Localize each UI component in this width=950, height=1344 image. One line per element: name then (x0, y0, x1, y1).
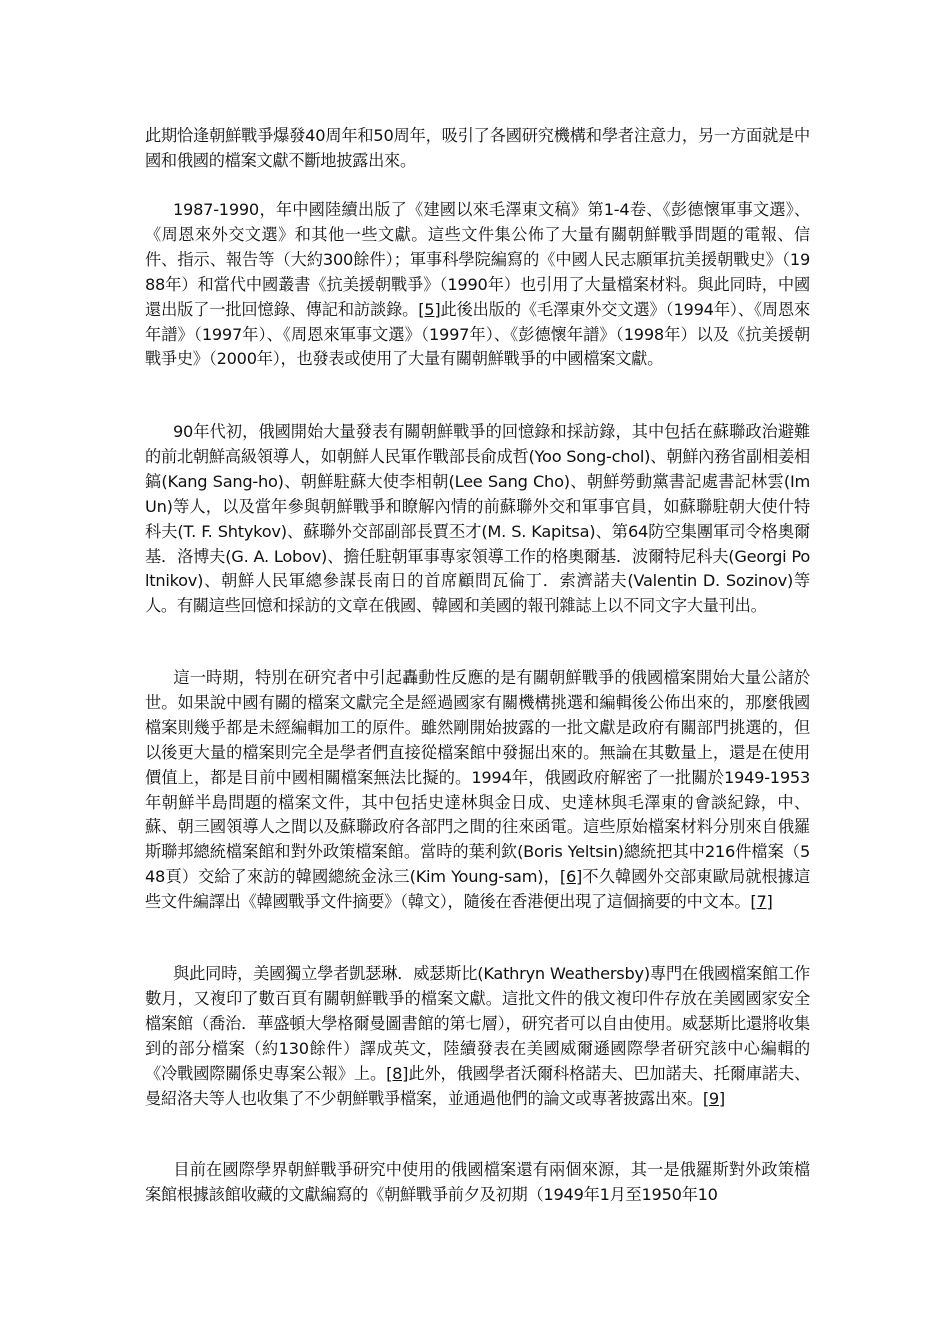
paragraph-5-text-a: 與此同時，美國獨立學者凱瑟琳．威瑟斯比(Kathryn Weathersby)專門在俄國檔案館工作數月，又複印了數百頁有關朝鮮戰爭的檔案文獻。這批文件的俄文複印件存放在美國國家安全檔案館（喬治．華盛頓大學格爾曼圖書館的第七層），研究者可以自由使用。威瑟斯比還將收集到的部分檔案（約130餘件）譯成英文，陸續發表在美國威爾遜國際學者研究該中心編輯的《冷戰國際關係史專案公報》上。 (145, 964, 810, 1083)
paragraph-1 (145, 124, 810, 174)
footnote-link-6[interactable]: [6] (559, 867, 583, 887)
paragraph-1-text: 此期恰逢朝鮮戰爭爆發40周年和50周年，吸引了各國研究機構和學者注意力，另一方面就是中國和俄國的檔案文獻不斷地披露出來。 (145, 126, 810, 170)
paragraph-5 (145, 962, 810, 1111)
paragraph-6-text: 目前在國際學界朝鮮戰爭研究中使用的俄國檔案還有兩個來源，其一是俄羅斯對外政策檔案館根據該館收藏的文獻編寫的《朝鮮戰爭前夕及初期（1949年1月至1950年10 (145, 1160, 810, 1204)
footnote-link-5[interactable]: [5] (418, 299, 441, 319)
paragraph-2-text-b: 此後出版的《毛澤東外交文選》（1994年）、《周恩來年譜》（1997年）、《周恩來軍事文選》（1997年）、《彭德懷年譜》（1998年）以及《抗美援朝戰爭史》（2000年），也發表或使用了大量有關朝鮮戰爭的中國檔案文獻。 (145, 299, 810, 369)
paragraph-3-text: 90年代初，俄國開始大量發表有關朝鮮戰爭的回憶錄和採訪錄，其中包括在蘇聯政治避難的前北朝鮮高級領導人，如朝鮮人民軍作戰部長俞成哲(Yoo Song-chol)、朝鮮內務省副相姜相鎬(Kang Sang-ho)、朝鮮駐蘇大使李相朝(Lee Sang Cho)、朝鮮勞動黨書記處書記林雲(Im Un)等人，以及當年參與朝鮮戰爭和瞭解內情的前蘇聯外交和軍事官員，如蘇聯駐朝大使什特科夫(T. F. Shtykov)、蘇聯外交部副部長賈丕才(M. S. Kapitsa)、第64防空集團軍司令格奧爾基．洛博夫(G. A. Lobov)、擔任駐朝軍事專家領導工作的格奧爾基．波爾特尼科夫(Georgi Poltnikov)、朝鮮人民軍總參謀長南日的首席顧問瓦倫丁．索濟諾夫(Valentin D. Sozinov)等人。有關這些回憶和採訪的文章在俄國、韓國和美國的報刊雜誌上以不同文字大量刊出。 (145, 422, 810, 616)
paragraph-4 (145, 666, 810, 915)
paragraph-3 (145, 420, 810, 619)
paragraph-4-text-b: 不久韓國外交部東歐局就根據這些文件編譯出《韓國戰爭文件摘要》（韓文），隨後在香港便出現了這個摘要的中文本。 (145, 867, 811, 912)
paragraph-2-text-a: 1987-1990，年中國陸續出版了《建國以來毛澤東文稿》第1-4卷、《彭德懷軍事文選》、《周恩來外交文選》和其他一些文獻。這些文件集公佈了大量有關朝鮮戰爭問題的電報、信件、指示、報告等（大約300餘件）；軍事科學院編寫的《中國人民志願軍抗美援朝戰史》（1988年）和當代中國叢書《抗美援朝戰爭》（1990年）也引用了大量檔案材料。與此同時，中國還出版了一批回憶錄、傳記和訪談錄。 (145, 200, 810, 319)
paragraph-5-text-b: 此外，俄國學者沃爾科格諾夫、巴加諾夫、托爾庫諾夫、曼紹洛夫等人也收集了不少朝鮮戰爭檔案，並通過他們的論文或專著披露出來。 (145, 1063, 811, 1108)
paragraph-6 (145, 1158, 810, 1208)
paragraph-4-text-a: 這一時期，特別在研究者中引起轟動性反應的是有關朝鮮戰爭的俄國檔案開始大量公諸於世。如果說中國有關的檔案文獻完全是經過國家有關機構挑選和編輯後公佈出來的，那麼俄國檔案則幾乎都是未經編輯加工的原件。雖然剛開始披露的一批文獻是政府有關部門挑選的，但以後更大量的檔案則完全是學者們直接從檔案館中發掘出來的。無論在其數量上，還是在使用價值上，都是目前中國相關檔案無法比擬的。1994年，俄國政府解密了一批關於1949-1953年朝鮮半島問題的檔案文件，其中包括史達林與金日成、史達林與毛澤東的會談紀錄，中、蘇、朝三國領導人之間以及蘇聯政府各部門之間的往來函電。這些原始檔案材料分別來自俄羅斯聯邦總統檔案館和對外政策檔案館。當時的葉利欽(Boris Yeltsin)總統把其中216件檔案（548頁）交給了來訪的韓國總統金泳三(Kim Young-sam)， (145, 668, 810, 887)
footnote-link-7[interactable]: [7] (750, 892, 773, 912)
paragraph-2 (145, 198, 810, 372)
footnote-link-8[interactable]: [8] (386, 1063, 409, 1083)
footnote-link-9[interactable]: [9] (702, 1088, 725, 1108)
